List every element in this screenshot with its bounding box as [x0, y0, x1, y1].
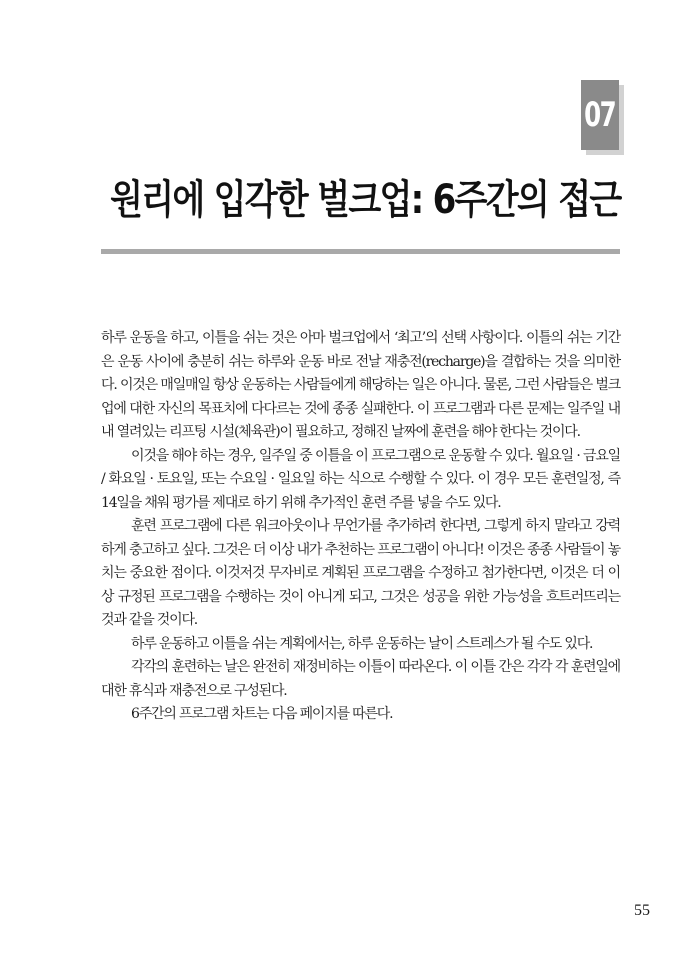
- paragraph-1: 하루 운동을 하고, 이틀을 쉬는 것은 아마 벌크업에서 ‘최고’의 선택 사항이다. 이틀의 쉬는 기간은 운동 사이에 충분히 쉬는 하루와 운동 바로 전날 재충전(recharge)을 결합하는 것을 의미한다. 이것은 매일매일 항상 운동하는 사람들에게 해당하는 일은 아니다. 물론, 그런 사람들은 벌크업에 대한 자신의 목표치에 다다르는 것에 종종 실패한다. 이 프로그램과 다른 문제는 일주일 내내 열려있는 리프팅 시설(체육관)이 필요하고, 정해진 날짜에 훈련을 해야 한다는 것이다.: [101, 330, 620, 440]
- chapter-number-badge: [581, 80, 619, 150]
- title-divider: [101, 249, 620, 254]
- chapter-number: 07: [584, 95, 616, 135]
- paragraph-3: 훈련 프로그램에 다른 워크아웃이나 무언가를 추가하려 한다면, 그렇게 하지 말라고 강력하게 충고하고 싶다. 그것은 더 이상 내가 추천하는 프로그램이 아니다! 이것은 종종 사람들이 놓치는 중요한 점이다. 이것저것 무자비로 계획된 프로그램을 수정하고 첨가한다면, 이것은 더 이상 규정된 프로그램을 수행하는 것이 아니게 되고, 그것은 성공을 위한 가능성을 흐트러뜨리는 것과 같을 것이다.: [101, 518, 620, 628]
- body-text: [101, 327, 620, 727]
- paragraph-5: 각각의 훈련하는 날은 완전히 재정비하는 이틀이 따라온다. 이 이틀 간은 각각 각 훈련일에 대한 휴식과 재충전으로 구성된다.: [101, 659, 620, 699]
- paragraph-4: 하루 운동하고 이틀을 쉬는 계획에서는, 하루 운동하는 날이 스트레스가 될 수도 있다.: [131, 635, 593, 652]
- paragraph-2: 이것을 해야 하는 경우, 일주일 중 이틀을 이 프로그램으로 운동할 수 있다. 월요일 · 금요일 / 화요일 · 토요일, 또는 수요일 · 일요일 하는 식으로 수행할 수 있다. 이 경우 모든 훈련일정, 즉 14일을 채워 평가를 제대로 하기 위해 추가적인 훈련 주를 넣을 수도 있다.: [101, 447, 620, 511]
- page-number: 55: [634, 902, 650, 919]
- paragraph-6: 6주간의 프로그램 차트는 다음 페이지를 따른다.: [131, 706, 393, 722]
- chapter-title: 원리에 입각한 벌크업: 6주간의 접근: [109, 177, 620, 223]
